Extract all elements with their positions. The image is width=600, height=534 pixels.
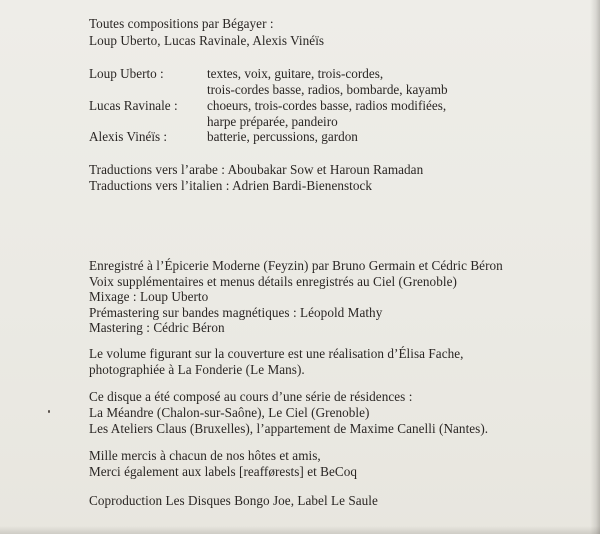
compositions-heading: Toutes compositions par Bégayer :: [89, 16, 274, 31]
cover-credit-1: Le volume figurant sur la couverture est une réalisation d’Élisa Fache,: [89, 346, 464, 361]
musician-roles-alexis: batterie, percussions, gardon: [207, 129, 358, 144]
coproduction-credit: Coproduction Les Disques Bongo Joe, Label Le Saule: [89, 493, 378, 508]
translation-italian: Traductions vers l’italien : Adrien Bardi-Bienenstock: [89, 178, 373, 193]
recording-credit: Enregistré à l’Épicerie Moderne (Feyzin) par Bruno Germain et Cédric Béron: [89, 258, 503, 273]
translation-arabic: Traductions vers l’arabe : Aboubakar Sow et Haroun Ramadan: [89, 162, 424, 177]
musician-name-loup: Loup Uberto :: [89, 66, 164, 81]
musician-roles-lucas-1: choeurs, trois-cordes basse, radios modifiées,: [207, 98, 447, 113]
musician-name-lucas: Lucas Ravinale :: [89, 98, 178, 113]
extra-recording-credit: Voix supplémentaires et menus détails enregistrés au Ciel (Grenoble): [89, 274, 457, 289]
thanks-line-2: Merci également aux labels [reafførests] et BeCoq: [89, 464, 358, 479]
musician-roles-lucas-2: harpe préparée, pandeiro: [207, 114, 338, 129]
cover-credit-2: photographiée à La Fonderie (Le Mans).: [89, 362, 305, 377]
residencies-list-1: La Méandre (Chalon-sur-Saône), Le Ciel (Grenoble): [89, 405, 370, 420]
mixing-credit: Mixage : Loup Uberto: [89, 289, 209, 304]
thanks-line-1: Mille mercis à chacun de nos hôtes et amis,: [89, 448, 321, 463]
paper-speck: [48, 410, 50, 413]
musician-roles-loup-2: trois-cordes basse, radios, bombarde, kayamb: [207, 82, 448, 97]
premastering-credit: Prémastering sur bandes magnétiques : Léopold Mathy: [89, 305, 383, 320]
residencies-list-2: Les Ateliers Claus (Bruxelles), l’appartement de Maxime Canelli (Nantes).: [89, 421, 489, 436]
musician-roles-loup-1: textes, voix, guitare, trois-cordes,: [207, 66, 384, 81]
musician-name-alexis: Alexis Vinéïs :: [89, 129, 168, 144]
paper-bottom-shadow: [0, 526, 600, 534]
paper-edge-shadow: [590, 0, 600, 534]
mastering-credit: Mastering : Cédric Béron: [89, 320, 225, 335]
residencies-intro: Ce disque a été composé au cours d’une série de résidences :: [89, 389, 413, 404]
composers-list: Loup Uberto, Lucas Ravinale, Alexis Vinéïs: [89, 33, 325, 48]
